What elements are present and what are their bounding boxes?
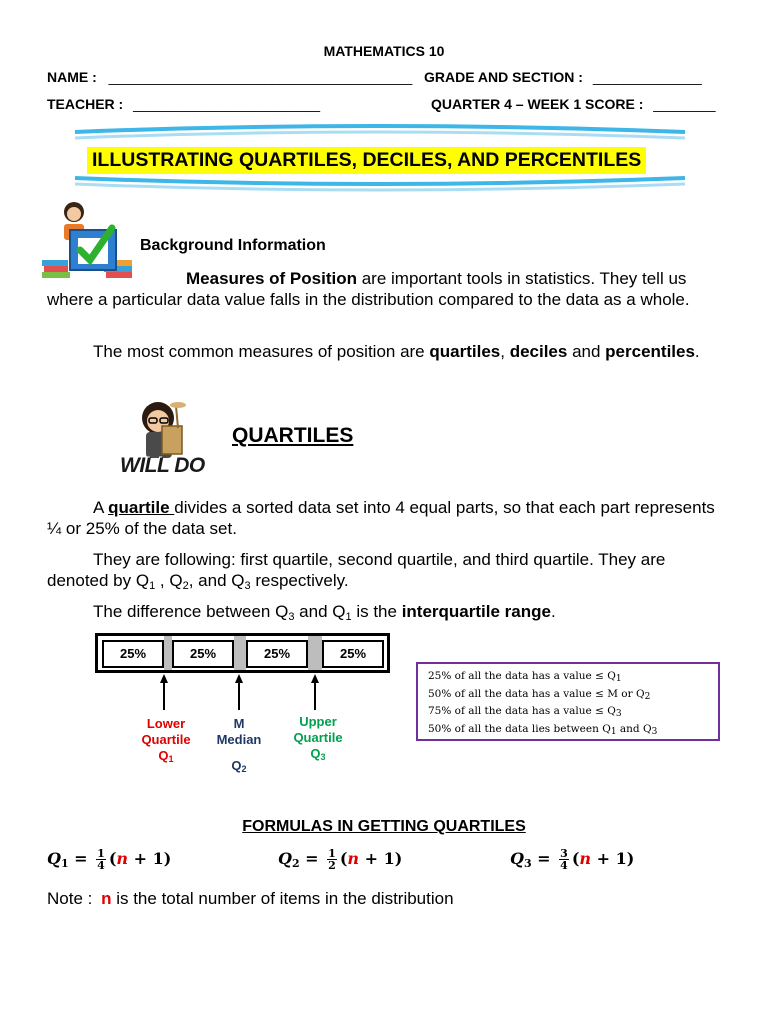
- info-line-3: 75% of all the data has a value ≤ Q3: [428, 705, 622, 719]
- lower-q: Q: [158, 748, 169, 763]
- p2-end: .: [694, 342, 700, 361]
- lower-quartile-label: [130, 716, 202, 767]
- den-text-d: respectively.: [250, 571, 349, 590]
- quarter-label: QUARTER 4 – WEEK 1 SCORE :: [431, 96, 644, 112]
- note-n: n: [101, 889, 112, 908]
- den-sub-2: 2: [182, 580, 189, 592]
- den-sub-3: 3: [244, 580, 251, 592]
- iqr-text-c: is the: [351, 602, 402, 621]
- q3-divider: [308, 636, 322, 670]
- info-line-4: 50% of all the data lies between Q1 and Q3: [428, 722, 658, 737]
- quartile-info-box: [416, 662, 720, 741]
- upper-sub: 3: [320, 752, 326, 762]
- segment-1: 25%: [102, 640, 164, 668]
- formula-q2: $Q_2$ = $\frac{1}{2}$ (n + 1): [278, 847, 403, 872]
- median-line-1: M: [233, 716, 245, 731]
- q3-symbol: Q: [510, 849, 524, 868]
- q3-fraction: $\frac{3}{4}$: [560, 847, 568, 872]
- will-do-clipart: [118, 396, 213, 482]
- median-sub: 2: [241, 764, 247, 774]
- grade-label: GRADE AND SECTION :: [424, 69, 583, 85]
- den-sub-1: 1: [149, 580, 156, 592]
- den-text-b: , Q: [155, 571, 183, 590]
- iqr-text-d: .: [550, 602, 556, 621]
- score-blank[interactable]: ________: [653, 96, 716, 112]
- note-label: Note :: [47, 889, 93, 908]
- name-row: [47, 69, 412, 85]
- q3-n: n: [579, 849, 592, 868]
- upper-q: Q: [310, 746, 321, 761]
- interquartile-sentence: [93, 601, 733, 628]
- q2-fraction: $\frac{1}{2}$: [328, 847, 336, 872]
- background-paragraph-1: [47, 268, 727, 310]
- formulas-heading: FORMULAS IN GETTING QUARTILES: [242, 818, 526, 835]
- q1-symbol: Q: [47, 849, 61, 868]
- teacher-blank[interactable]: ________________________: [133, 96, 320, 112]
- def-text-a: A: [93, 498, 109, 517]
- banner-title: ILLUSTRATING QUARTILES, DECILES, AND PERCENTILES: [87, 147, 646, 174]
- background-paragraph-2: [47, 341, 727, 362]
- q2-eq: =: [305, 849, 319, 868]
- q1-n: n: [116, 849, 129, 868]
- interquartile-range-term: interquartile range: [401, 602, 551, 621]
- segment-2: 25%: [172, 640, 234, 668]
- info-line-2: 50% of all the data has a value ≤ M or Q2: [428, 687, 651, 702]
- p2-and: and: [567, 342, 606, 361]
- quarter-row: [431, 96, 716, 112]
- background-p1-text: are important tools in statistics. They tell us where a particular data value falls in the distribution compared to the data as a whole.: [47, 269, 690, 309]
- q2-divider: [234, 636, 246, 670]
- iqr-sub-3: 3: [288, 611, 295, 623]
- iqr-sub-1: 1: [345, 611, 352, 623]
- iqr-text-b: and Q: [294, 602, 346, 621]
- segment-3: 25%: [246, 640, 308, 668]
- formula-q1: $Q_1$ = $\frac{1}{4}$ (n + 1): [47, 847, 172, 872]
- grade-row: [424, 69, 702, 85]
- q2-n: n: [347, 849, 360, 868]
- q1-arrow: [163, 682, 165, 710]
- formula-q3: $Q_3$ = $\frac{3}{4}$ (n + 1): [510, 847, 635, 872]
- iqr-text-a: The difference between Q: [93, 602, 289, 621]
- median-q: Q: [231, 758, 242, 773]
- info-line-1: 25% of all the data has a value ≤ Q1: [428, 670, 622, 684]
- upper-quartile-label: [282, 714, 354, 765]
- quartile-definition: [47, 497, 727, 539]
- name-label: NAME :: [47, 69, 97, 85]
- note-text: is the total number of items in the distribution: [111, 889, 454, 908]
- q1-sub: 1: [60, 857, 69, 870]
- lower-sub: 1: [168, 754, 174, 764]
- quartiles-heading: QUARTILES: [232, 424, 354, 447]
- quartile-denotation: [47, 549, 727, 597]
- q1-fraction: $\frac{1}{4}$: [97, 847, 105, 872]
- median-label: [206, 716, 272, 777]
- quartiles-term: quartiles: [429, 342, 501, 361]
- lower-line-2: Quartile: [141, 732, 191, 747]
- q2-arrow: [238, 682, 240, 710]
- percentiles-term: percentiles: [605, 342, 695, 361]
- title-banner: [70, 118, 690, 198]
- upper-line-1: Upper: [299, 714, 337, 729]
- q2-sub: 2: [291, 857, 300, 870]
- lower-line-1: Lower: [146, 716, 186, 731]
- p2-text: The most common measures of position are: [93, 342, 430, 361]
- segment-4: 25%: [322, 640, 384, 668]
- note-line: [47, 888, 454, 909]
- upper-line-2: Quartile: [293, 730, 343, 745]
- teacher-row: [47, 96, 320, 112]
- deciles-term: deciles: [509, 342, 568, 361]
- def-text-rest: divides a sorted data set into 4 equal parts, so that each part represents ¼ or 25% of the data set.: [47, 498, 715, 538]
- will-do-badge: WILL DO: [120, 454, 205, 477]
- q3-eq: =: [537, 849, 551, 868]
- subject-title: MATHEMATICS 10: [323, 43, 445, 59]
- grade-blank[interactable]: ______________: [592, 69, 702, 85]
- name-blank[interactable]: _______________________________________: [108, 69, 413, 85]
- quartile-term: quartile: [108, 498, 175, 517]
- den-text-c: , and Q: [188, 571, 245, 590]
- p2-comma: ,: [500, 342, 510, 361]
- q1-divider: [164, 636, 172, 670]
- measures-of-position-term: Measures of Position: [186, 269, 357, 288]
- q3-arrow: [314, 682, 316, 710]
- q1-eq: =: [74, 849, 88, 868]
- q2-symbol: Q: [278, 849, 292, 868]
- median-line-2: Median: [216, 732, 262, 747]
- teacher-label: TEACHER :: [47, 96, 124, 112]
- den-text-a: They are following: first quartile, second quartile, and third quartile. They are denoted by Q: [47, 550, 666, 590]
- quartile-bar: [95, 633, 390, 673]
- background-heading: Background Information: [140, 237, 326, 254]
- q3-sub: 3: [523, 857, 532, 870]
